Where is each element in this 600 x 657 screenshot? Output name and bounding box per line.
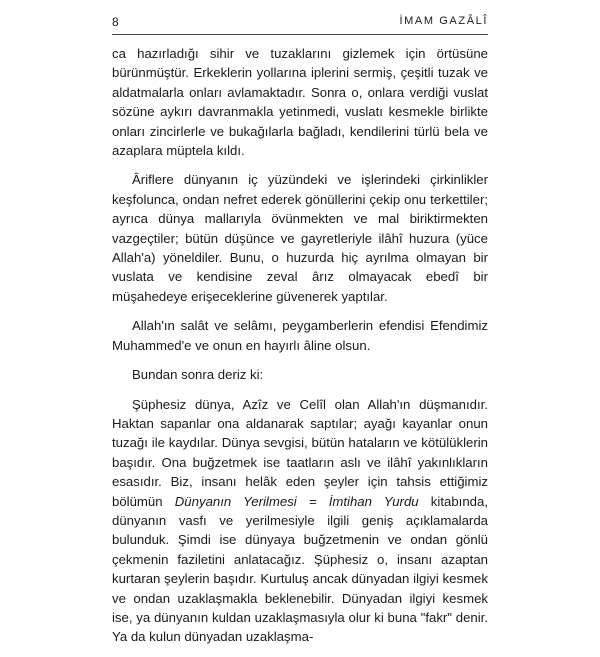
page-header xyxy=(112,12,488,35)
page-number: 8 xyxy=(112,15,120,29)
running-head: İMAM GAZÂLÎ xyxy=(399,15,488,27)
paragraph: Allah'ın salât ve selâmı, peygamberlerin efendisi Efendimiz Muhammed'e ve onun en hayırlı âline olsun. xyxy=(112,318,488,353)
book-title: Dünyanın Yerilmesi = İmtihan Yurdu xyxy=(174,493,419,509)
paragraph: Âriflere dünyanın iç yüzündeki ve işlerindeki çirkinlikler keşfolunca, ondan nefret ederek gönüllerini çekip onu terkettiler; ayrıca dünya mallarıyla övünmekten ve mal biriktirmekten vazgeçtiler; bütün düşünce ve gayretleriyle ilâhî huzura (yüce Allah'a) yöneldiler. Bunu, o huzurda hiç ayrılma olmayan bir vuslata ve kendisine zeval ârız olmayacak ebedî bir müşahedeye erişeceklerine güvenerek yaptılar. xyxy=(112,172,488,304)
paragraph-text: kitabında, dünyanın vasfı ve yerilmesiyle ilgili geniş açıklamalarda bulunduk. Şimdi ise dünyaya buğzetmenin ve ondan gönlü çekmenin faziletini anlatacağız. Şüphesiz o, insanı azaptan kurtaran şeylerin başıdır. Kurtuluş ancak dünyadan ilgiyi kesmek ve ondan uzaklaşmakla beklenebilir. Dünyadan ilgiyi kesmek ise, ya dünyanın kuldan uzaklaşmasıyla olur ki buna "fakr" denir. Ya da kulun dünyadan uzaklaşma- xyxy=(112,493,488,645)
paragraph-text: Şüphesiz dünya, Azîz ve Celîl olan Allah'ın düşmanıdır. Haktan sapanlar ona aldanarak saptılar; ayağı kayanlar onun tuzağı ile kaydılar. Dünya sevgisi, bütün hataların ve kötülüklerin başıdır. Ona buğzetmek ise taatların aslı ve ilâhî yakınlıkların esasıdır. Biz, insanı helâk eden şeyler için tahsis ettiğimiz bölümün xyxy=(112,396,488,509)
paragraph: Bundan sonra deriz ki: xyxy=(132,367,264,383)
page-body xyxy=(112,44,488,657)
paragraph: ca hazırladığı sihir ve tuzaklarını gizlemek için örtüsüne bürünmüştür. Erkeklerin yollarına iplerini sermiş, çeşitli tuzak ve aldatmalarla onları avlamaktadır. Sonra o, onlara verdiği vuslat sözüne aykırı davranmakla yetinmedi, vuslatı kesmekle birlikte onları zincirlerle ve bukağılarla bağladı, kendilerini türlü bela ve azaplara müptela kıldı. xyxy=(112,46,488,159)
paragraph xyxy=(112,395,488,647)
